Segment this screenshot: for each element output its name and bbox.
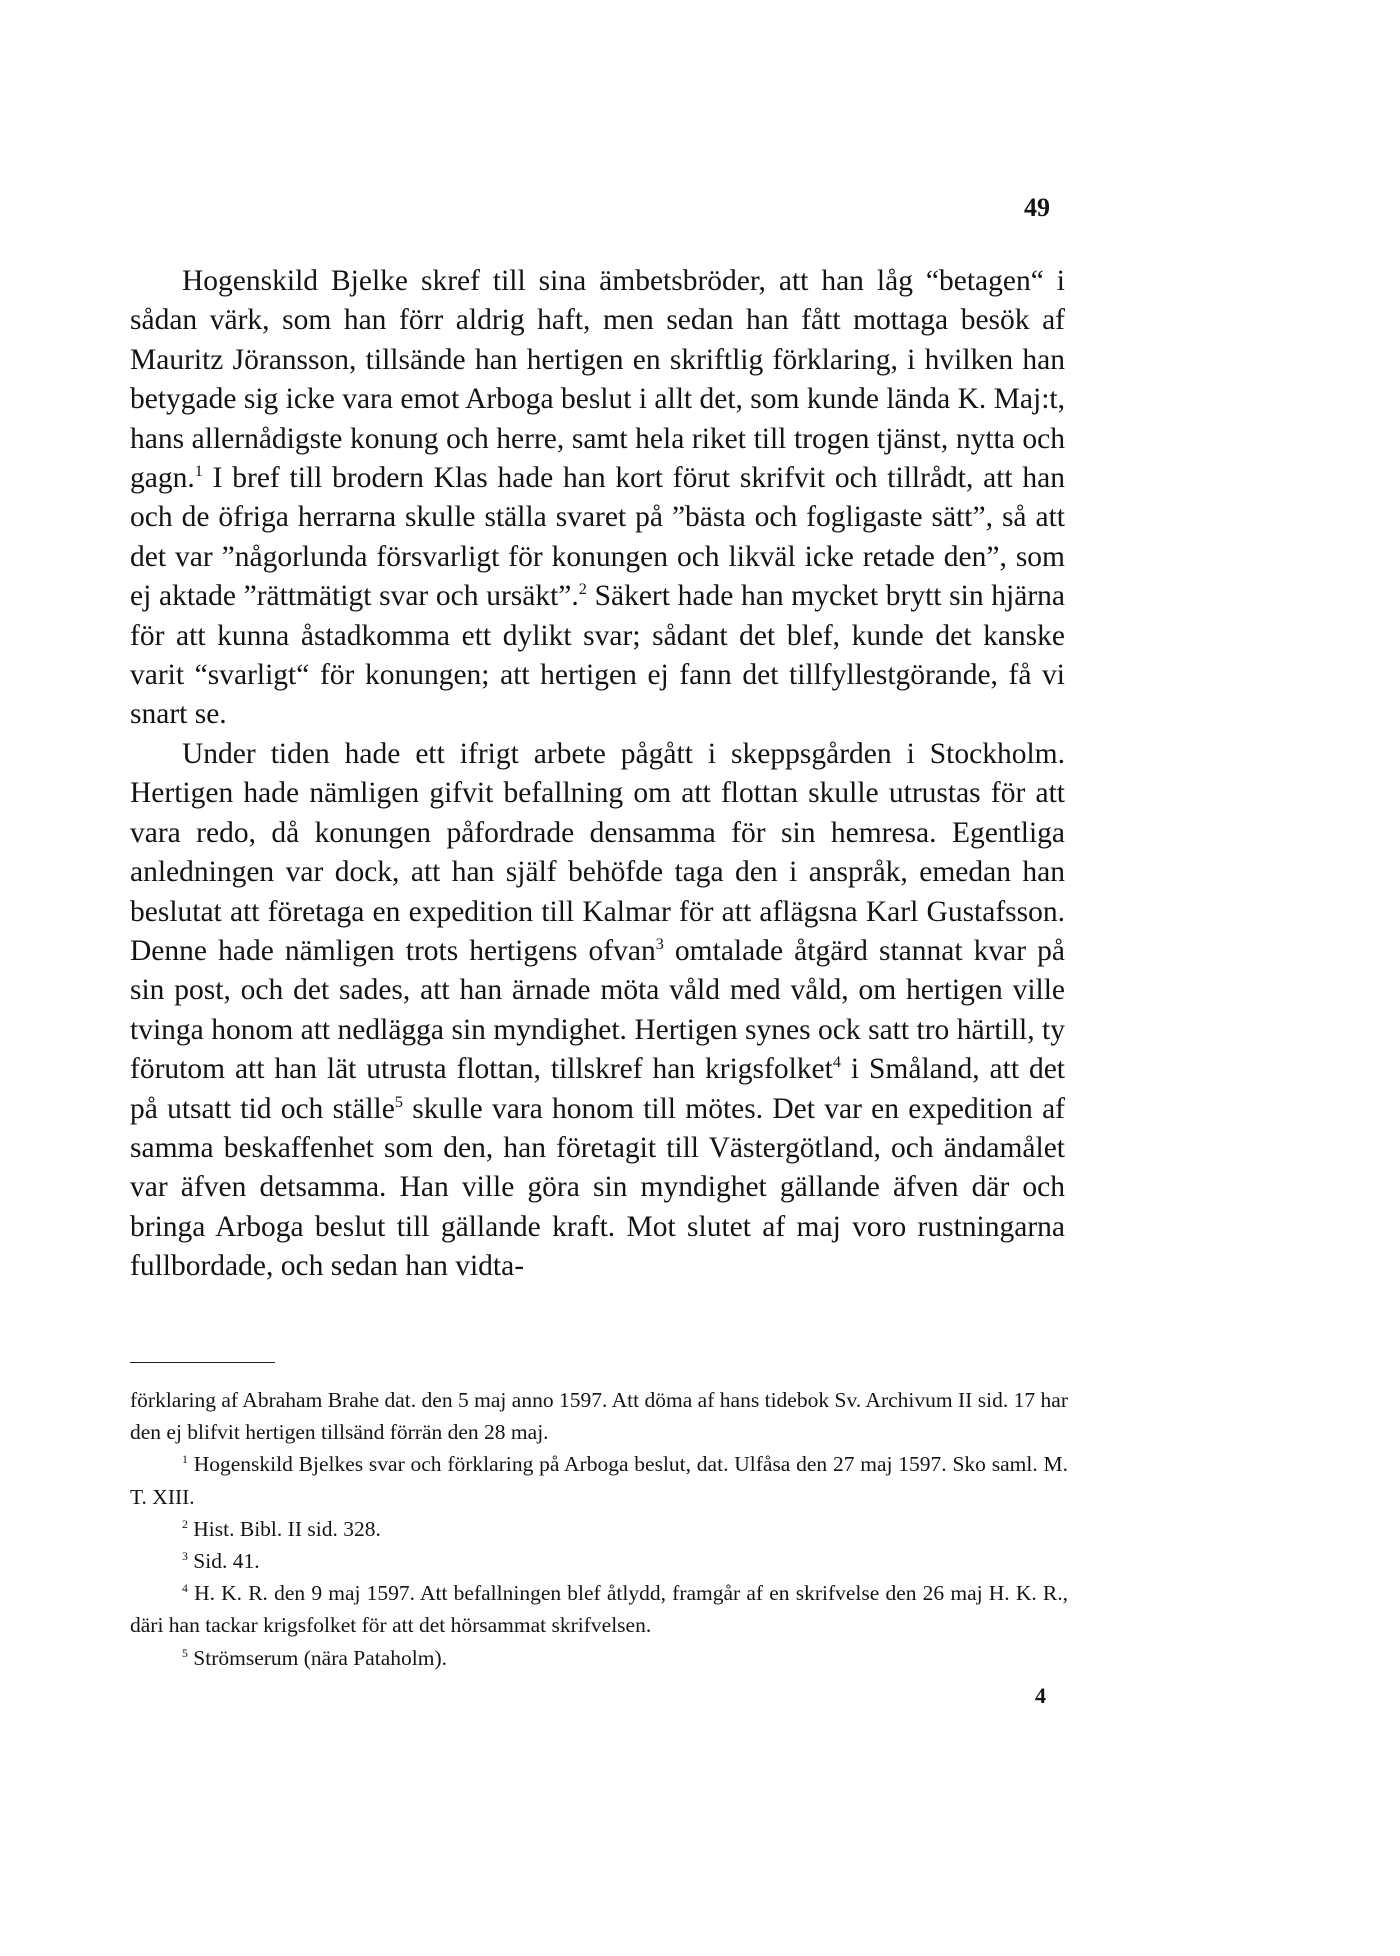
footnote-text: H. K. R. den 9 maj 1597. Att befallningen blef åtlydd, framgår af en skrifvelse den 26 maj H. K. R., däri han tackar krigsfolket för att det hörsammat skrifvelsen. [130,1581,1068,1638]
footnote-3 [130,1545,1068,1577]
paragraph-text: omtalade åtgärd stannat kvar på sin post, och det sades, att han ärnade möta våld med våld, om hertigen ville tvinga honom att nedlägga sin myndighet. Hertigen synes ock satt tro härtill, ty förutom att han lät utrusta flottan, tillskref han krigsfolket [130,934,1065,1086]
footnotes [130,1384,1068,1674]
footnote-5 [130,1642,1068,1674]
paragraph-text: Säkert hade han mycket brytt sin hjärna för att kunna åstadkomma ett dylikt svar; sådant det blef, kunde det kanske varit “svarligt“ för konungen; att hertigen ej fann det tillfyllestgörande, få vi snart se. [130,580,1065,731]
footnote-marker: 3 [182,1548,188,1563]
footnote-separator-rule [130,1362,275,1363]
paragraph-1 [130,262,1065,735]
body-text [130,262,1065,1287]
signature-mark: 4 [1035,1683,1046,1708]
footnote-reference: 2 [578,580,587,599]
footnote-text: Strömserum (nära Pataholm). [187,1645,448,1670]
footnote-text: Hogenskild Bjelkes svar och förklaring på Arboga beslut, dat. Ulfåsa den 27 maj 1597. Sko saml. M. T. XIII. [130,1452,1068,1509]
paragraph-text: Hogenskild Bjelke skref till sina ämbetsbröder, att han låg “betagen“ i sådan värk, som han förr aldrig haft, men sedan han fått mottaga besök af Mauritz Jöransson, tillsände han hertigen en skriftlig förklaring, i hvilken han betygade sig icke vara emot Arboga beslut i allt det, som kunde lända K. Maj:t, hans allernådigste konung och herre, samt hela riket till trogen tjänst, nytta och gagn. [130,265,1065,495]
footnote-marker: 1 [182,1452,188,1467]
footnote-1 [130,1448,1068,1512]
footnote-reference: 3 [655,935,664,954]
paragraph-text: skulle vara honom till mötes. Det var en expedition af samma beskaffenhet som den, han företagit till Västergötland, och ändamålet var äfven detsamma. Han ville göra sin myndighet gällande äfven där och bringa Arboga beslut till gällande kraft. Mot slutet af maj voro rustningarna fullbordade, och sedan han vidta- [130,1092,1065,1283]
footnote-marker: 5 [182,1645,188,1660]
footnote-4 [130,1577,1068,1641]
footnote-text: Sid. 41. [187,1549,260,1574]
footnote-reference: 4 [832,1053,841,1072]
paragraph-text: I bref till brodern Klas hade han kort förut skrifvit och tillrådt, att han och de öfriga herrarna skulle ställa svaret på ”bästa och fogligaste sätt”, så att det var ”någorlunda försvarligt för konungen och likväl icke retade den”, som ej aktade ”rättmätigt svar och ursäkt”. [130,462,1065,613]
footnote-reference: 5 [394,1092,403,1111]
page-number: 49 [1024,193,1050,222]
footnote-reference: 1 [194,462,203,481]
footnote-text: Hist. Bibl. II sid. 328. [187,1516,381,1541]
footnote-text: förklaring af Abraham Brahe dat. den 5 maj anno 1597. Att döma af hans tidebok Sv. Archivum II sid. 17 har den ej blifvit hertigen tillsänd förrän den 28 maj. [130,1388,1068,1445]
paragraph-2 [130,735,1065,1287]
footnote-2 [130,1513,1068,1545]
footnote-marker: 4 [182,1581,188,1596]
paragraph-text: i Småland, att det på utsatt tid och ställe [130,1053,1065,1125]
footnote-continuation [130,1384,1068,1448]
footnote-marker: 2 [182,1516,188,1531]
paragraph-text: Under tiden hade ett ifrigt arbete pågått i skeppsgården i Stockholm. Hertigen hade nämligen gifvit befallning om att flottan skulle utrustas för att vara redo, då konungen påfordrade densamma för sin hemresa. Egentliga anledningen var dock, att han själf behöfde taga den i anspråk, emedan han beslutat att företaga en expedition till Kalmar för att aflägsna Karl Gustafsson. Denne hade nämligen trots hertigens ofvan [130,737,1065,967]
